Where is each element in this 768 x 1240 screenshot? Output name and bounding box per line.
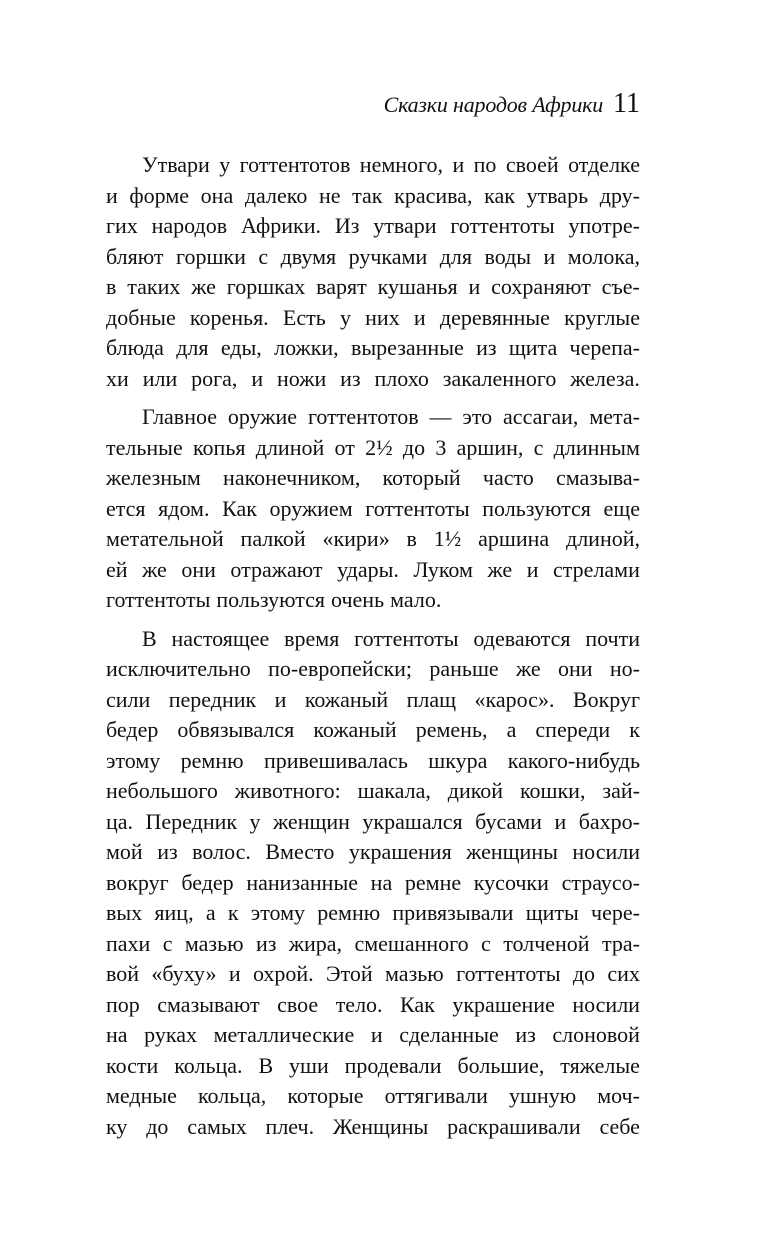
word: съе-: [601, 274, 640, 299]
word: Женщины: [332, 1113, 429, 1139]
word: украшался: [362, 808, 463, 834]
text-line: [106, 715, 640, 746]
word: сих: [607, 961, 640, 986]
word: сохраняют: [491, 274, 591, 299]
text-line: [106, 150, 640, 181]
word: настоящее: [171, 625, 270, 651]
word: дру-: [599, 182, 640, 208]
word: часто: [482, 465, 534, 490]
word: жира,: [288, 930, 343, 956]
word: вых: [106, 900, 143, 925]
word: бедер: [181, 869, 234, 895]
word: варят: [316, 274, 367, 299]
word: и: [413, 304, 426, 330]
word: бедер: [106, 717, 159, 742]
word: у: [219, 152, 231, 177]
word: мазью: [385, 961, 444, 986]
word: и: [468, 274, 481, 299]
page-number: 11: [613, 88, 640, 119]
word: это: [462, 404, 493, 429]
word: самых: [187, 1113, 247, 1139]
word: длинным: [553, 434, 640, 460]
word: не: [318, 182, 341, 208]
word: с: [533, 434, 544, 460]
word: ку: [106, 1113, 128, 1139]
word: ремню: [180, 747, 244, 773]
body-text: [106, 150, 640, 1142]
word: тяжелые: [560, 1052, 640, 1078]
word: украшения: [348, 839, 452, 864]
word: деревянные: [439, 304, 550, 330]
word: тра-: [601, 930, 640, 956]
word: дикой: [447, 778, 504, 803]
word: в: [406, 526, 417, 551]
word: и: [251, 365, 264, 391]
word: зай-: [602, 778, 640, 803]
word: из: [255, 930, 277, 956]
word: стрелами: [553, 556, 640, 582]
word: кусочки: [473, 869, 549, 895]
word: пор: [106, 991, 140, 1017]
word: готтентоты: [456, 961, 561, 986]
word: аршин,: [456, 434, 524, 460]
word: раскрашивали: [447, 1113, 581, 1139]
word: добные: [106, 304, 176, 330]
word: одеваются: [473, 625, 571, 651]
word: ремне: [404, 869, 462, 895]
word: гих: [106, 213, 138, 238]
word: кошки,: [519, 778, 586, 803]
text-line: [106, 1081, 640, 1112]
text-line: [106, 494, 640, 525]
word: коренья.: [189, 304, 269, 330]
word: ассагаи,: [503, 404, 579, 429]
word: 2½: [365, 434, 393, 460]
word: В: [142, 625, 157, 651]
word: В: [258, 1052, 274, 1078]
word: мало.: [390, 587, 442, 612]
word: из: [515, 1022, 536, 1047]
text-line: [106, 333, 640, 364]
word: кожаный: [304, 686, 389, 712]
word: Передник: [145, 808, 238, 834]
word: она: [200, 182, 234, 208]
word: железа.: [570, 365, 640, 391]
text-line: [106, 837, 640, 868]
word: носили: [572, 839, 640, 864]
word: народов: [151, 213, 228, 238]
word: а: [506, 717, 517, 742]
text-line: [106, 1020, 640, 1051]
word: от: [334, 434, 355, 460]
word: копья: [192, 434, 246, 460]
word: и: [554, 808, 567, 834]
text-line: [106, 364, 640, 395]
text-line: [106, 303, 640, 334]
word: круглые: [564, 304, 640, 330]
word: оттягивали: [384, 1083, 488, 1108]
word: оружием: [269, 495, 353, 521]
word: Как: [222, 495, 257, 521]
word: длиной,: [566, 526, 640, 551]
word: женщин: [273, 808, 350, 834]
word: готтентоты: [354, 625, 459, 651]
text-line: [106, 555, 640, 586]
word: метательной: [106, 526, 224, 551]
word: яиц,: [154, 900, 194, 925]
word: готтентотов: [239, 152, 351, 177]
word: на: [370, 869, 393, 895]
word: или: [142, 365, 178, 391]
word: носили: [572, 991, 640, 1017]
text-line: [106, 242, 640, 273]
word: Вместо: [265, 839, 335, 864]
text-line: [106, 211, 640, 242]
text-line: [106, 959, 640, 990]
word: нанизанные: [246, 869, 358, 895]
word: смазывают: [157, 991, 260, 1017]
word: закаленного: [442, 365, 557, 391]
word: страусо-: [561, 869, 640, 895]
word: удары.: [337, 556, 399, 582]
word: раньше: [429, 656, 499, 681]
text-line: [106, 654, 640, 685]
word: толченой: [503, 930, 590, 956]
word: а: [205, 900, 216, 925]
text-line: [106, 463, 640, 494]
word: немного,: [359, 152, 444, 177]
word: с: [258, 243, 269, 269]
word: кольца,: [197, 1083, 267, 1108]
word: до: [572, 961, 596, 986]
word: отделке: [568, 152, 640, 177]
paragraph-1: [106, 150, 640, 394]
word: они: [558, 656, 593, 681]
text-line: [106, 524, 640, 555]
word: у: [249, 808, 261, 834]
word: охрой.: [252, 961, 314, 986]
word: у: [339, 304, 351, 330]
word: Вокруг: [572, 686, 640, 712]
word: ложки,: [274, 335, 339, 360]
word: который: [382, 465, 461, 490]
word: металлические: [213, 1022, 355, 1047]
word: них: [365, 304, 400, 330]
word: по-европейски;: [268, 656, 413, 681]
word: Есть: [282, 304, 326, 330]
word: как: [484, 182, 515, 208]
word: обвязывался: [177, 717, 295, 742]
word: наконечником,: [223, 465, 361, 490]
word: 1½: [433, 526, 462, 551]
word: свое: [277, 991, 319, 1017]
word: утварь: [526, 182, 589, 208]
word: исключительно: [106, 656, 251, 681]
word: мазью: [184, 930, 244, 956]
word: и: [106, 182, 118, 208]
word: двумя: [280, 243, 337, 269]
word: так: [352, 182, 383, 208]
word: небольшого: [106, 778, 218, 803]
text-line: [106, 272, 640, 303]
word: сили: [106, 686, 151, 712]
text-line: [106, 929, 640, 960]
word: пользуются: [482, 495, 591, 521]
word: красива,: [394, 182, 473, 208]
word: ремень,: [415, 717, 488, 742]
word: длиной: [255, 434, 325, 460]
word: смазыва-: [556, 465, 640, 490]
word: мета-: [589, 404, 640, 429]
word: отражают: [230, 556, 323, 582]
word: они: [181, 556, 216, 582]
word: пользуются: [216, 587, 326, 612]
word: ца.: [106, 808, 134, 834]
word: Африки.: [240, 213, 321, 238]
word: шкура: [428, 747, 488, 773]
word: какого-нибудь: [507, 747, 640, 773]
word: привязывали: [392, 900, 514, 925]
word: из: [476, 335, 497, 360]
word: еще: [603, 495, 640, 521]
text-line: [106, 1112, 640, 1143]
text-line: [106, 433, 640, 464]
word: привешивалась: [263, 747, 408, 773]
word: из: [157, 839, 178, 864]
word: утвари: [373, 213, 437, 238]
text-line: [106, 585, 640, 616]
word: до: [402, 434, 426, 460]
word: с: [162, 930, 173, 956]
word: молока,: [567, 243, 640, 269]
word: до: [146, 1113, 169, 1139]
word: «буху»: [151, 961, 217, 986]
word: плеч.: [265, 1113, 315, 1139]
word: Утвари: [142, 152, 210, 177]
word: готтентотов: [307, 404, 419, 429]
word: оружие: [227, 404, 298, 429]
text-line: [106, 807, 640, 838]
word: и: [452, 152, 465, 177]
word: ручками: [348, 243, 428, 269]
word: железным: [106, 465, 201, 490]
word: бляют: [106, 243, 164, 269]
text-line: [106, 181, 640, 212]
text-line: [106, 402, 640, 433]
word: и: [228, 961, 241, 986]
word: черепа-: [569, 335, 640, 360]
word: же: [515, 656, 541, 681]
paragraph-2: [106, 402, 640, 616]
word: же: [191, 274, 216, 299]
word: моч-: [597, 1083, 640, 1108]
word: же: [487, 556, 513, 582]
word: плащ: [406, 686, 457, 712]
word: и: [370, 1022, 383, 1047]
running-head: [384, 88, 640, 120]
word: Главное: [142, 404, 218, 429]
word: Луком: [413, 556, 473, 582]
word: хи: [106, 365, 129, 391]
word: себе: [599, 1113, 640, 1139]
word: 3: [435, 434, 447, 460]
running-title: Сказки народов Африки: [383, 92, 604, 117]
word: смешанного: [354, 930, 469, 956]
word: еды,: [220, 335, 262, 360]
text-line: [106, 746, 640, 777]
word: бусами: [475, 808, 542, 834]
word: блюда: [106, 335, 164, 360]
word: женщины: [466, 839, 558, 864]
word: уши: [289, 1052, 329, 1078]
word: шакала,: [357, 778, 431, 803]
word: вокруг: [106, 869, 169, 895]
word: мой: [106, 839, 143, 864]
word: к: [227, 900, 239, 925]
word: слоновой: [552, 1022, 640, 1047]
word: почти: [585, 625, 640, 651]
word: щиты: [525, 900, 579, 925]
word: вырезанные: [351, 335, 464, 360]
word: «карос».: [474, 686, 555, 712]
word: далеко: [244, 182, 308, 208]
word: ушную: [508, 1083, 577, 1108]
word: продевали: [344, 1052, 442, 1078]
word: передник: [168, 686, 257, 712]
word: медные: [106, 1083, 177, 1108]
word: своей: [505, 152, 559, 177]
word: ей: [106, 556, 128, 582]
text-line: [106, 624, 640, 655]
word: спереди: [535, 717, 611, 742]
text-line: [106, 898, 640, 929]
word: кожаный: [313, 717, 397, 742]
word: —: [429, 404, 452, 429]
word: тельные: [106, 434, 183, 460]
word: Этой: [326, 961, 373, 986]
word: форме: [129, 182, 190, 208]
word: волос.: [192, 839, 251, 864]
word: ядом.: [158, 495, 210, 521]
word: с: [481, 930, 491, 956]
word: пахи: [106, 930, 151, 956]
text-line: [106, 685, 640, 716]
word: ется: [106, 495, 146, 521]
word: сделанные: [399, 1022, 499, 1047]
word: бахро-: [578, 808, 640, 834]
text-line: [106, 776, 640, 807]
word: вой: [106, 961, 140, 986]
word: очень: [331, 587, 385, 612]
word: для: [439, 243, 472, 269]
word: этому: [106, 747, 161, 773]
word: готтентоты: [106, 587, 211, 612]
paragraph-3: [106, 624, 640, 1143]
word: по: [473, 152, 497, 177]
word: плохо: [374, 365, 429, 391]
word: время: [284, 625, 340, 651]
word: готтентоты: [450, 213, 555, 238]
word: «кири»: [322, 526, 390, 551]
word: украшение: [452, 991, 555, 1017]
word: и: [526, 556, 539, 582]
word: и: [543, 243, 556, 269]
word: чере-: [591, 900, 640, 925]
word: таких: [127, 274, 181, 299]
word: но-: [609, 656, 640, 681]
text-line: [106, 868, 640, 899]
word: из: [340, 365, 361, 391]
word: кушанья: [377, 274, 458, 299]
word: кольца.: [174, 1052, 243, 1078]
word: для: [176, 335, 209, 360]
word: готтентоты: [365, 495, 470, 521]
word: же: [142, 556, 167, 582]
word: ножи: [277, 365, 327, 391]
word: горшках: [226, 274, 306, 299]
word: рога,: [191, 365, 238, 391]
word: которые: [287, 1083, 364, 1108]
word: горшки: [175, 243, 246, 269]
word: большие,: [457, 1052, 545, 1078]
word: руках: [144, 1022, 197, 1047]
word: тело.: [335, 991, 383, 1017]
word: палкой: [240, 526, 306, 551]
word: ремню: [317, 900, 381, 925]
word: употре-: [568, 213, 640, 238]
word: Как: [400, 991, 435, 1017]
word: и: [274, 686, 287, 712]
word: Из: [334, 213, 360, 238]
word: этому: [250, 900, 306, 925]
word: к: [629, 717, 640, 742]
text-line: [106, 990, 640, 1021]
text-line: [106, 1051, 640, 1082]
word: на: [106, 1022, 128, 1047]
word: воды: [484, 243, 532, 269]
word: в: [106, 274, 117, 299]
word: животного:: [234, 778, 341, 803]
word: кости: [106, 1052, 159, 1078]
word: аршина: [478, 526, 550, 551]
word: щита: [508, 335, 558, 360]
